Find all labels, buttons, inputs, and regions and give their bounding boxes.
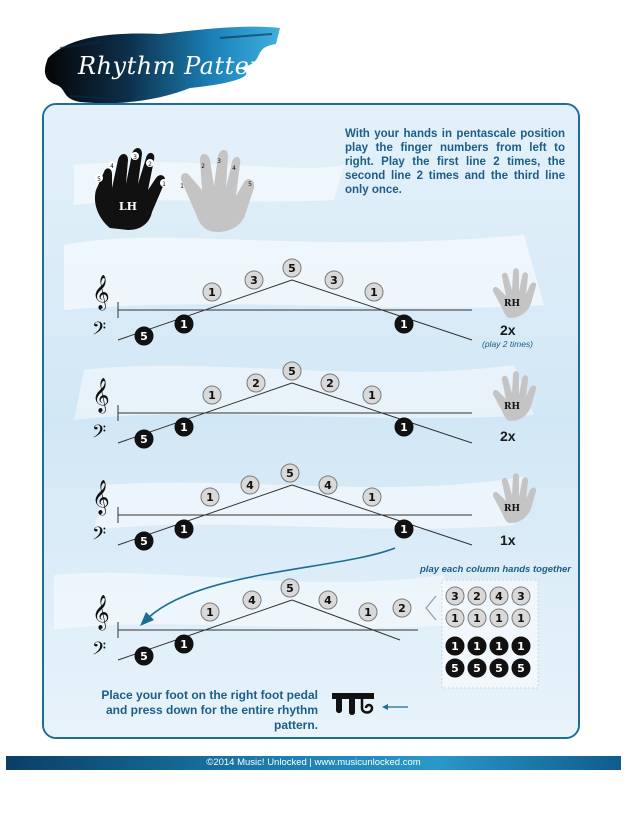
intro-text: With your hands in pentascale position play the finger numbers from left to right. Play the first line 2 times, the second line 2 times and the third line only once. <box>345 128 565 196</box>
finger-circle-lh <box>135 430 153 448</box>
finger-circle-rh <box>363 386 381 404</box>
repeat-label-1: 2x <box>500 322 516 338</box>
svg-text:5: 5 <box>288 365 296 378</box>
finger-circle-rh <box>365 283 383 301</box>
finger-circle-lh <box>135 647 153 665</box>
svg-text:1: 1 <box>206 491 214 504</box>
svg-text:1: 1 <box>400 318 408 331</box>
svg-text:1: 1 <box>400 421 408 434</box>
svg-text:1: 1 <box>495 612 503 625</box>
svg-text:1: 1 <box>180 523 188 536</box>
svg-text:1: 1 <box>180 638 188 651</box>
svg-text:1: 1 <box>495 640 503 653</box>
svg-text:1: 1 <box>451 640 459 653</box>
together-rh-circle <box>468 609 486 627</box>
finger-circle-lh <box>175 315 193 333</box>
svg-text:4: 4 <box>324 594 332 607</box>
together-lh-circle <box>512 659 530 677</box>
together-rh-circle <box>512 609 530 627</box>
finger-circle-rh <box>283 362 301 380</box>
svg-text:1: 1 <box>206 606 214 619</box>
repeat-note-1: (play 2 times) <box>482 339 534 349</box>
bass-clef-icon: 𝄢 <box>92 524 107 549</box>
finger-circle-rh <box>203 283 221 301</box>
svg-text:3: 3 <box>133 154 137 161</box>
together-rh-circle <box>490 609 508 627</box>
footer-text: ©2014 Music! Unlocked | www.musicunlocked.com <box>206 757 421 768</box>
svg-text:1: 1 <box>400 523 408 536</box>
svg-text:4: 4 <box>248 594 256 607</box>
repeat-label-2: 2x <box>500 428 516 444</box>
finger-circle-rh <box>393 599 411 617</box>
small-right-hand-icon <box>493 473 536 523</box>
finger-circle-rh <box>281 464 299 482</box>
svg-text:5: 5 <box>451 662 459 675</box>
finger-circle-rh <box>203 386 221 404</box>
svg-text:2: 2 <box>473 590 481 603</box>
staff-line-3 <box>92 464 536 550</box>
finger-circle-lh <box>395 520 413 538</box>
svg-text:5: 5 <box>97 176 101 183</box>
svg-text:1: 1 <box>180 318 188 331</box>
svg-text:RH: RH <box>504 299 520 309</box>
svg-text:5: 5 <box>140 650 148 663</box>
page-title: Rhythm Pattern 1 <box>78 52 302 80</box>
grid-chevron-icon <box>426 596 436 620</box>
pedal-icon <box>332 693 374 715</box>
svg-text:1: 1 <box>180 183 184 190</box>
svg-text:2: 2 <box>398 602 406 615</box>
svg-text:3: 3 <box>217 158 221 165</box>
svg-text:3: 3 <box>330 274 338 287</box>
together-rh-circle <box>490 587 508 605</box>
finger-circle-rh <box>247 374 265 392</box>
together-lh-circle <box>468 637 486 655</box>
svg-text:5: 5 <box>286 582 294 595</box>
svg-text:1: 1 <box>368 389 376 402</box>
finger-circle-rh <box>319 591 337 609</box>
pedal-instruction: Place your foot on the right foot pedal and press down for the entire rhythm pattern. <box>101 688 318 732</box>
staff-line-4 <box>92 579 418 665</box>
together-grid <box>426 580 538 688</box>
together-lh-circle <box>468 659 486 677</box>
svg-text:1: 1 <box>364 606 372 619</box>
together-lh-circle <box>446 659 464 677</box>
left-hand-label: LH <box>118 200 138 213</box>
svg-text:5: 5 <box>140 433 148 446</box>
treble-clef-icon: 𝄞 <box>92 480 110 515</box>
finger-circle-rh <box>283 259 301 277</box>
svg-text:5: 5 <box>248 181 252 188</box>
staff-line-2 <box>92 362 536 448</box>
svg-text:1: 1 <box>473 640 481 653</box>
svg-text:5: 5 <box>140 330 148 343</box>
finger-circle-rh <box>201 603 219 621</box>
finger-circle-rh <box>359 603 377 621</box>
svg-text:1: 1 <box>162 181 166 188</box>
together-rh-circle <box>446 587 464 605</box>
svg-text:3: 3 <box>451 590 459 603</box>
finger-circle-rh <box>325 271 343 289</box>
svg-text:4: 4 <box>324 479 332 492</box>
svg-text:5: 5 <box>495 662 503 675</box>
finger-circle-rh <box>321 374 339 392</box>
treble-clef-icon: 𝄞 <box>92 378 110 413</box>
finger-circle-lh <box>395 418 413 436</box>
svg-text:2: 2 <box>148 161 152 168</box>
finger-circle-rh <box>241 476 259 494</box>
bass-clef-icon: 𝄢 <box>92 422 107 447</box>
together-rh-circle <box>446 609 464 627</box>
svg-text:4: 4 <box>495 590 503 603</box>
svg-text:1: 1 <box>517 612 525 625</box>
small-right-hand-icon <box>493 371 536 421</box>
svg-text:1: 1 <box>368 491 376 504</box>
finger-circle-lh <box>135 327 153 345</box>
svg-text:3: 3 <box>250 274 258 287</box>
finger-circle-rh <box>319 476 337 494</box>
finger-circle-lh <box>175 635 193 653</box>
finger-circle-lh <box>135 532 153 550</box>
together-rh-circle <box>512 587 530 605</box>
svg-text:5: 5 <box>473 662 481 675</box>
svg-text:2: 2 <box>201 163 205 170</box>
svg-text:4: 4 <box>232 165 236 172</box>
svg-text:4: 4 <box>246 479 254 492</box>
finger-circle-lh <box>395 315 413 333</box>
finger-circle-rh <box>363 488 381 506</box>
pedal-arrow <box>382 704 408 710</box>
finger-circle-rh <box>281 579 299 597</box>
svg-text:1: 1 <box>473 612 481 625</box>
treble-clef-icon: 𝄞 <box>92 275 110 310</box>
svg-text:RH: RH <box>504 402 520 412</box>
right-hand-icon <box>180 150 254 232</box>
finger-circle-rh <box>245 271 263 289</box>
svg-text:4: 4 <box>110 163 114 170</box>
staff-line-1 <box>92 259 536 345</box>
svg-text:1: 1 <box>180 421 188 434</box>
svg-text:1: 1 <box>517 640 525 653</box>
together-lh-circle <box>490 637 508 655</box>
finger-circle-rh <box>243 591 261 609</box>
together-lh-circle <box>446 637 464 655</box>
together-lh-circle <box>490 659 508 677</box>
finger-circle-lh <box>175 418 193 436</box>
svg-text:1: 1 <box>208 389 216 402</box>
together-rh-circle <box>468 587 486 605</box>
svg-text:5: 5 <box>288 262 296 275</box>
finger-circle-rh <box>201 488 219 506</box>
svg-text:RH: RH <box>504 504 520 514</box>
treble-clef-icon: 𝄞 <box>92 595 110 630</box>
small-right-hand-icon <box>493 268 536 318</box>
repeat-label-3: 1x <box>500 532 516 548</box>
svg-text:2: 2 <box>252 377 260 390</box>
together-instruction: play each column hands together <box>420 564 571 575</box>
bass-clef-icon: 𝄢 <box>92 319 107 344</box>
svg-text:3: 3 <box>517 590 525 603</box>
svg-text:1: 1 <box>208 286 216 299</box>
svg-text:1: 1 <box>451 612 459 625</box>
svg-text:5: 5 <box>140 535 148 548</box>
together-lh-circle <box>512 637 530 655</box>
bass-clef-icon: 𝄢 <box>92 639 107 664</box>
svg-text:5: 5 <box>517 662 525 675</box>
left-hand-icon <box>95 148 168 230</box>
svg-text:2: 2 <box>326 377 334 390</box>
svg-text:5: 5 <box>286 467 294 480</box>
finger-circle-lh <box>175 520 193 538</box>
svg-text:1: 1 <box>370 286 378 299</box>
